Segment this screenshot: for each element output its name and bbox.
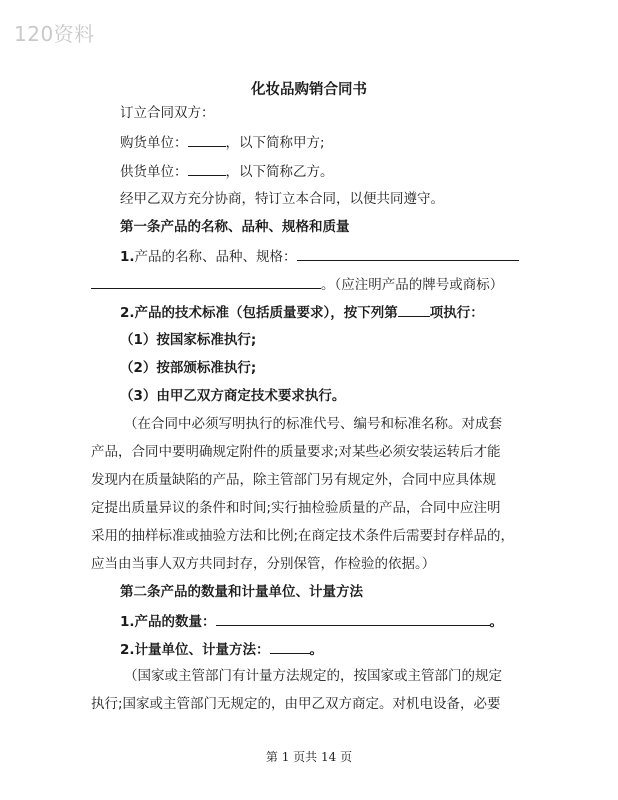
option-3: （3）由甲乙双方商定技术要求执行。	[120, 388, 346, 404]
article2-item1	[120, 611, 503, 631]
buyer-line	[120, 132, 325, 152]
note2-line-2: 执行;国家或主管部门无规定的，由甲乙双方商定。对机电设备，必要	[91, 696, 501, 712]
buyer-prefix: 购货单位：	[120, 135, 188, 151]
seller-suffix: ，以下简称乙方。	[225, 164, 334, 180]
agreement-line: 经甲乙双方充分协商，特订立本合同，以便共同遵守。	[120, 191, 444, 207]
article2-item2	[120, 639, 323, 659]
seller-prefix: 供货单位：	[120, 164, 188, 180]
item1-suffix: 。（应注明产品的牌号或商标）	[321, 277, 504, 293]
article1-item2	[120, 302, 484, 322]
unit-suffix: 。	[309, 642, 324, 658]
item1-number: 1.	[120, 249, 135, 265]
note1-line-1: （在合同中必须写明执行的标准代号、编号和标准名称。对成套	[124, 416, 502, 432]
article2-heading: 第二条产品的数量和计量单位、计量方法	[120, 584, 363, 600]
seller-line	[120, 161, 334, 181]
document-title: 化妆品购销合同书	[251, 82, 367, 98]
quantity-prefix: 1.产品的数量：	[120, 614, 216, 630]
seller-blank	[188, 161, 226, 176]
item2-blank	[398, 302, 430, 317]
unit-prefix: 2.计量单位、计量方法：	[120, 642, 270, 658]
note2-line-1: （国家或主管部门有计量方法规定的，按国家或主管部门的规定	[124, 668, 502, 684]
article1-item1-cont	[91, 274, 503, 294]
quantity-blank	[216, 611, 490, 626]
quantity-suffix: 。	[489, 614, 504, 630]
watermark: 120资料	[14, 22, 95, 46]
buyer-suffix: ，以下简称甲方;	[225, 135, 325, 151]
option-1: （1）按国家标准执行;	[120, 332, 257, 348]
item1-text: 产品的名称、品种、规格：	[134, 249, 297, 265]
parties-line: 订立合同双方：	[120, 105, 215, 121]
note1-line-4: 定提出质量异议的条件和时间;实行抽检验质量的产品，合同中应注明	[91, 500, 501, 516]
buyer-blank	[188, 132, 226, 147]
item1-blank-cont	[91, 274, 321, 289]
note1-line-3: 发现内在质量缺陷的产品，除主管部门另有规定外，合同中应具体规	[91, 472, 496, 488]
page-footer: 第 1 页共 14 页	[265, 750, 353, 764]
article1-item1	[120, 246, 519, 266]
note1-line-5: 采用的抽样标准或抽验方法和比例;在商定技术条件后需要封存样品的，	[91, 528, 515, 544]
item2-prefix: 2.产品的技术标准（包括质量要求），按下列第	[120, 305, 398, 321]
note1-line-2: 产品，合同中要明确规定附件的质量要求;对某些必须安装运转后才能	[91, 444, 501, 460]
option-2: （2）按部颁标准执行;	[120, 360, 257, 376]
article1-heading: 第一条产品的名称、品种、规格和质量	[120, 219, 350, 235]
note1-line-6: 应当由当事人双方共同封存，分别保管，作检验的依据。）	[91, 556, 436, 572]
item1-blank	[297, 246, 519, 261]
unit-blank	[270, 639, 310, 654]
item2-suffix: 项执行：	[429, 305, 484, 321]
